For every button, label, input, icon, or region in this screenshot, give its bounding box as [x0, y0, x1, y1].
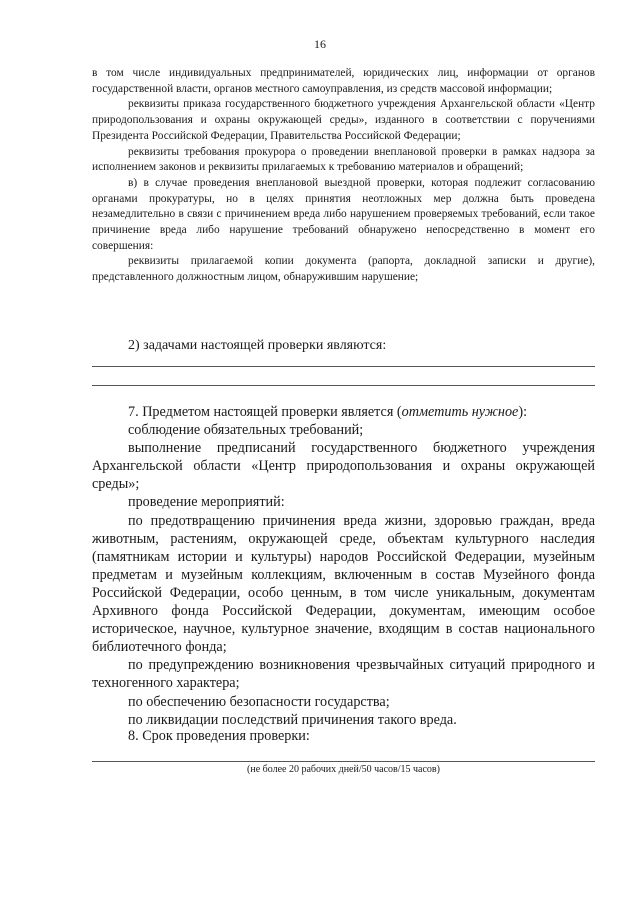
- section-7-heading-prefix: 7. Предметом настоящей проверки является (: [128, 404, 402, 420]
- section-7-subject: [92, 403, 595, 729]
- section-7-heading-suffix: ):: [518, 404, 528, 420]
- option-measures[interactable]: проведение мероприятий:: [128, 494, 285, 511]
- term-fill-line[interactable]: [92, 761, 595, 762]
- option-prevent-emergencies[interactable]: по предупреждению возникновения чрезвычайных ситуаций природного и техногенного характера;: [92, 657, 595, 692]
- paragraph-info-sources: в том числе индивидуальных предпринимателей, юридических лиц, информации от органов государственной власти, органов местного самоуправления, из средств массовой информации;: [92, 67, 595, 95]
- option-prevent-harm[interactable]: по предотвращению причинения вреда жизни, здоровью граждан, вреда животным, растениям, окружающей среде, объектам культурного наследия (памятникам истории и культуры) народов Российской Федерации, музейным предметам и музейным коллекциям, включенным в состав Музейного фонда Российской Федерации, особо ценным, в том числе уникальным, документам Архивного фонда Российской Федерации, документам, имеющим особое историческое, научное, культурное значение, входящим в состав национального библиотечного фонда;: [92, 512, 595, 656]
- section-7-heading: [92, 403, 595, 421]
- paragraph-urgent-inspection: в) в случае проведения внеплановой выездной проверки, которая подлежит согласованию органами прокуратуры, но в целях принятия неотложных мер должна быть проведена незамедлительно в связи с причинением вреда либо нарушением проверяемых требований, если такое причинение вреда либо нарушение требований обнаружено непосредственно в момент его совершения:: [92, 176, 595, 252]
- tasks-heading: 2) задачами настоящей проверки являются:: [128, 338, 387, 353]
- paragraph-order-details: реквизиты приказа государственного бюджетного учреждения Архангельской области «Центр природопользования и охраны окружающей среды», изданного в соответствии с поручениями Президента Российской Федерации, Правительства Российской Федерации;: [92, 98, 595, 142]
- tasks-fill-line-1[interactable]: [92, 366, 595, 367]
- option-state-security[interactable]: по обеспечению безопасности государства;: [128, 693, 390, 710]
- option-liquidate-consequences[interactable]: по ликвидации последствий причинения такого вреда.: [128, 711, 457, 728]
- term-note: (не более 20 рабочих дней/50 часов/15 часов): [247, 764, 440, 775]
- section-7-heading-hint: отметить нужное: [401, 404, 519, 420]
- paragraph-attached-copy: реквизиты прилагаемой копии документа (рапорта, докладной записки и другие), представленного должностным лицом, обнаружившим нарушение;: [92, 255, 595, 284]
- paragraph-prosecutor-demand: реквизиты требования прокурора о проведении внеплановой проверки в рамках надзора за исполнением законов и реквизиты прилагаемых к требованию материалов и обращений;: [92, 145, 595, 174]
- option-prescriptions[interactable]: выполнение предписаний государственного бюджетного учреждения Архангельской области «Центр природопользования и охраны окружающей среды»;: [92, 440, 595, 493]
- option-compliance[interactable]: соблюдение обязательных требований;: [128, 422, 364, 439]
- page-number: 16: [314, 37, 326, 51]
- tasks-fill-line-2[interactable]: [92, 385, 595, 386]
- justification-block: [92, 66, 595, 286]
- section-8-heading: 8. Срок проведения проверки:: [128, 728, 310, 744]
